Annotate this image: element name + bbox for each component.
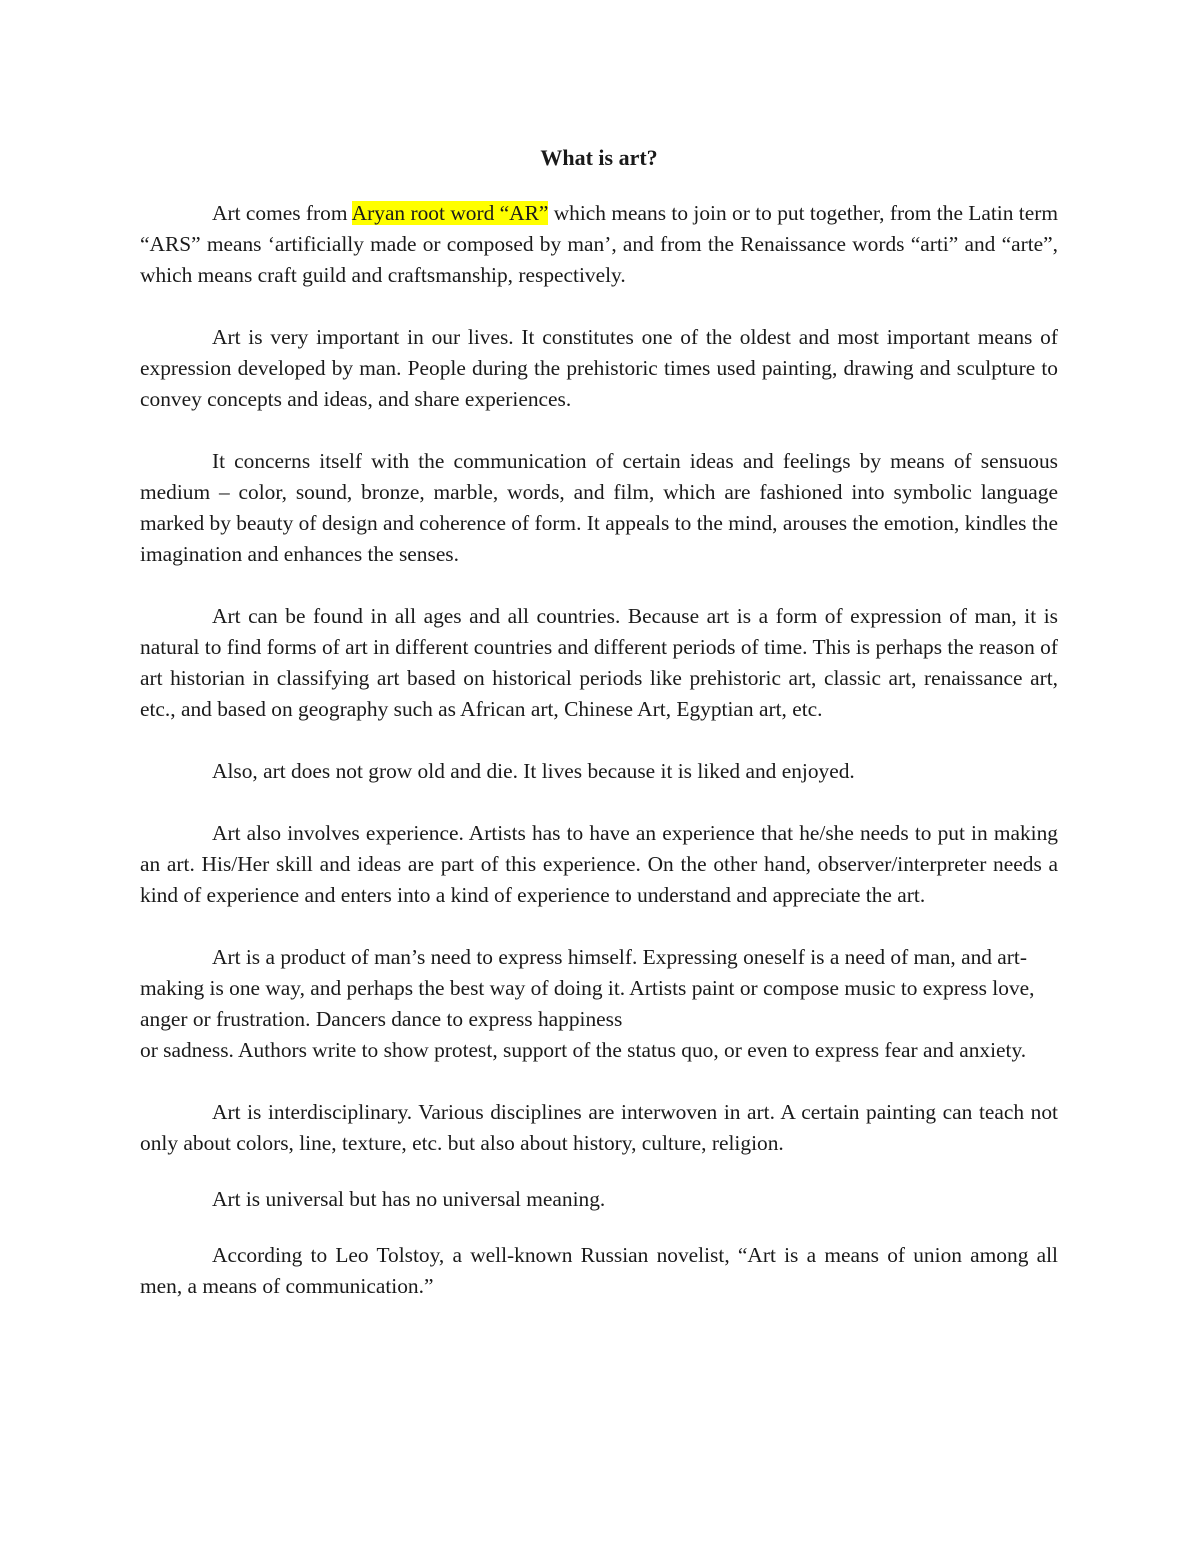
paragraph-interdisciplinary: Art is interdisciplinary. Various disciplines are interwoven in art. A certain painting can teach not only about colors, line, texture, etc. but also about history, culture, religion.: [140, 1100, 1058, 1155]
etymology-text-after: which means to join or to put together, from the Latin term “ARS” means ‘artificially made or composed by man’, and from the Renaissance words “arti” and “arte”, which means craft guild and craftsmanship, respectively.: [140, 201, 1059, 287]
paragraph-ages-countries: Art can be found in all ages and all countries. Because art is a form of expression of man, it is natural to find forms of art in different countries and different periods of time. This is perhaps the reason of art historian in classifying art based on historical periods like prehistoric art, classic art, renaissance art, etc., and based on geography such as African art, Chinese Art, Egyptian art, etc.: [140, 604, 1058, 721]
paragraph-tolstoy-quote: According to Leo Tolstoy, a well-known Russian novelist, “Art is a means of union among all men, a means of communication.”: [140, 1243, 1058, 1298]
paragraph-etymology: [140, 198, 1058, 291]
paragraph-expression: [140, 942, 1058, 1066]
highlighted-text: Aryan root word “AR”: [351, 201, 549, 225]
expression-text-part-1: Art is a product of man’s need to express himself. Expressing oneself is a need of man, and art-making is one way, and perhaps the best way of doing it. Artists paint or compose music to express love, anger or frustration. Dancers dance to express happiness: [140, 945, 1035, 1031]
document-page: [140, 138, 1058, 1333]
paragraph-importance: Art is very important in our lives. It constitutes one of the oldest and most important means of expression developed by man. People during the prehistoric times used painting, drawing and sculpture to convey concepts and ideas, and share experiences.: [140, 325, 1058, 411]
paragraph-universal: Art is universal but has no universal meaning.: [212, 1187, 606, 1211]
etymology-text-before: Art comes from: [212, 201, 352, 225]
expression-text-part-2: or sadness. Authors write to show protest, support of the status quo, or even to express fear and anxiety.: [140, 1038, 1027, 1062]
paragraph-communication: It concerns itself with the communication of certain ideas and feelings by means of sensuous medium – color, sound, bronze, marble, words, and film, which are fashioned into symbolic language marked by beauty of design and coherence of form. It appeals to the mind, arouses the emotion, kindles the imagination and enhances the senses.: [140, 449, 1058, 566]
document-title: What is art?: [540, 145, 658, 170]
paragraph-experience: Art also involves experience. Artists has to have an experience that he/she needs to put in making an art. His/Her skill and ideas are part of this experience. On the other hand, observer/interpreter needs a kind of experience and enters into a kind of experience to understand and appreciate the art.: [140, 821, 1058, 907]
paragraph-does-not-grow-old: Also, art does not grow old and die. It lives because it is liked and enjoyed.: [212, 759, 855, 783]
